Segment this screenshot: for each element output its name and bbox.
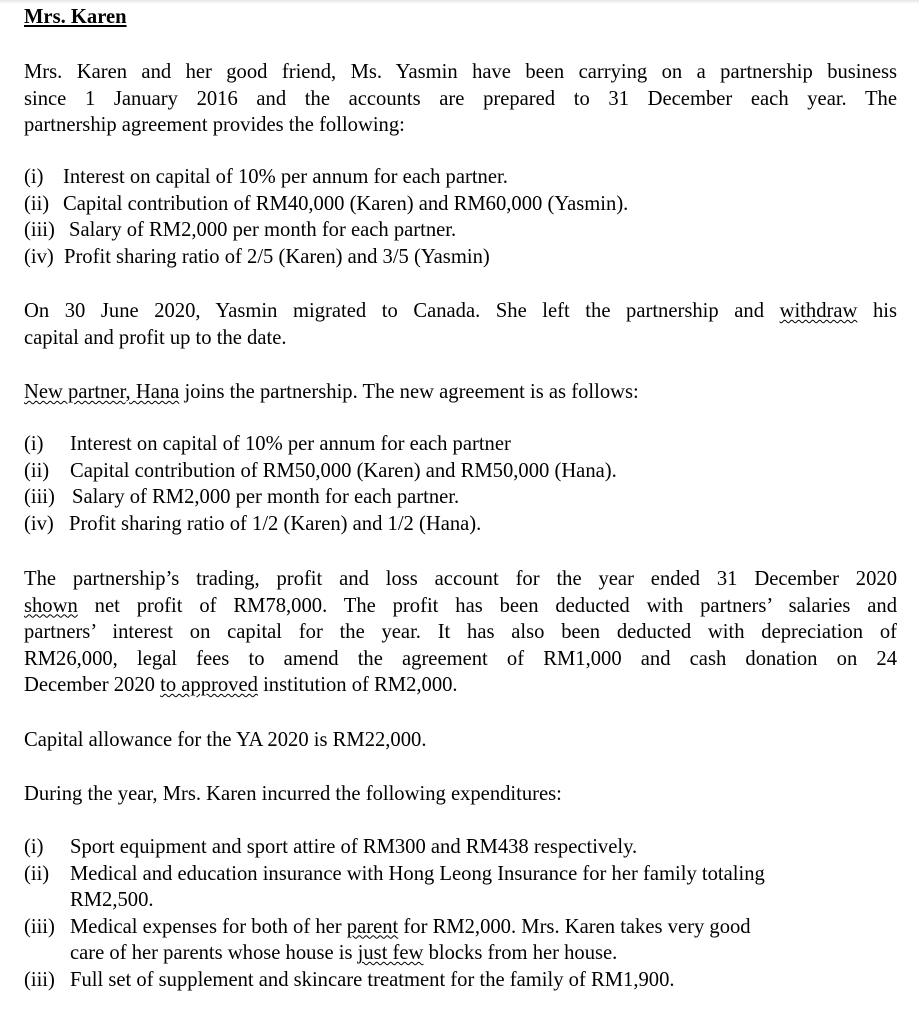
item-number: (iv) [24,245,54,268]
migration-text-a: On 30 June 2020, Yasmin migrated to Canada. She left the partnership and [24,300,764,322]
item-text: Salary of RM2,000 per month for each partner. [72,486,460,508]
item-number: (ii) [24,862,50,885]
during-year-text: During the year, Mrs. Karen incurred the following expenditures: [24,783,562,805]
item-text: Capital contribution of RM40,000 (Karen) and RM60,000 (Yasmin). [63,192,629,215]
item-text: Capital contribution of RM50,000 (Karen) and RM50,000 (Hana). [70,459,617,482]
pl-line-5 [24,672,897,699]
new-partner-paragraph [24,379,897,406]
item-number: (ii) [24,459,50,482]
capital-allowance-text: Capital allowance for the YA 2020 is RM22,000. [24,729,427,751]
spellcheck-underline: to approved [160,674,258,696]
item-text: Profit sharing ratio of 1/2 (Karen) and 1/2 (Hana). [69,512,482,535]
item-text: Profit sharing ratio of 2/5 (Karen) and 3/5 (Yasmin) [64,245,490,268]
list-item [24,967,897,994]
item-text: RM2,500. [70,889,154,911]
spellcheck-underline: withdraw [779,300,858,322]
migration-line-2: capital and profit up to the date. [24,326,287,349]
pl-line-5-text-b: institution of RM2,000. [263,674,458,696]
item-number: (i) [24,166,44,188]
item-text [70,914,897,941]
item-text: Salary of RM2,000 per month for each partner. [69,219,457,241]
pl-line-4: RM26,000, legal fees to amend the agreement of RM1,000 and cash donation on 24 [24,647,897,670]
item-number: (ii) [24,192,50,215]
item-text-b: for RM2,000. Mrs. Karen takes very good [403,915,751,938]
item-number: (iii) [24,915,55,938]
pl-line-2 [24,593,897,620]
intro-line-3: partnership agreement provides the following: [24,114,405,136]
item-text: Sport equipment and sport attire of RM300 and RM438 respectively. [70,836,638,858]
migration-line-1 [24,298,897,325]
list-item [24,511,897,538]
migration-text-b: his [872,300,897,322]
item-number: (iv) [24,512,54,535]
spellcheck-underline: just few [357,942,424,964]
list-item [24,834,897,861]
list-item [24,217,897,244]
intro-line-2: since 1 January 2016 and the accounts are prepared to 31 December each year. The [24,87,897,110]
intro-paragraph [24,59,897,139]
new-partner-line [24,379,897,406]
item-text [70,940,897,967]
window-top-edge [0,0,919,4]
pl-line-2-text: net profit of RM78,000. The profit has been deducted with partners’ salaries and [94,594,897,617]
list-item [24,431,897,458]
list-item [24,164,897,191]
list-item [24,914,897,967]
list-item [24,244,897,271]
pl-account-paragraph [24,566,897,699]
spellcheck-underline: shown [24,594,78,617]
list-item [24,191,897,218]
pl-line-3: partners’ interest on capital for the year. It has also been deducted with depreciation of [24,621,897,643]
expenditures-list [24,834,897,993]
item-number: (i) [24,433,44,455]
capital-allowance-paragraph [24,727,897,754]
list-item [24,458,897,485]
item-number: (iii) [24,486,55,508]
pl-line-1: The partnership’s trading, profit and loss account for the year ended 31 December 2020 [24,568,897,590]
new-partner-text: joins the partnership. The new agreement is as follows: [184,381,639,403]
item-text: Medical and education insurance with Hong Leong Insurance for her family totaling [70,862,765,885]
during-year-paragraph [24,781,897,808]
item-number: (iii) [24,219,55,241]
item-text: Interest on capital of 10% per annum for each partner [70,433,511,455]
spellcheck-underline: parent [346,915,399,938]
agreement-list-2 [24,431,897,537]
item-text-a: care of her parents whose house is [70,942,353,964]
document-title [24,4,127,30]
item-text: Interest on capital of 10% per annum for each partner. [63,166,508,188]
list-item [24,861,897,914]
migration-paragraph [24,298,897,351]
intro-line-1: Mrs. Karen and her good friend, Ms. Yasmin have been carrying on a partnership business [24,61,897,83]
item-number: (iii) [24,968,55,991]
item-number: (i) [24,836,44,858]
pl-line-5-text-a: December 2020 [24,674,155,696]
item-text: Full set of supplement and skincare treatment for the family of RM1,900. [70,968,675,991]
spellcheck-underline: New partner, Hana [24,381,180,403]
list-item [24,484,897,511]
item-text-a: Medical expenses for both of her [70,915,342,938]
title-text: Mrs. Karen [24,6,127,28]
agreement-list-1 [24,164,897,270]
item-text-b: blocks from her house. [428,942,618,964]
